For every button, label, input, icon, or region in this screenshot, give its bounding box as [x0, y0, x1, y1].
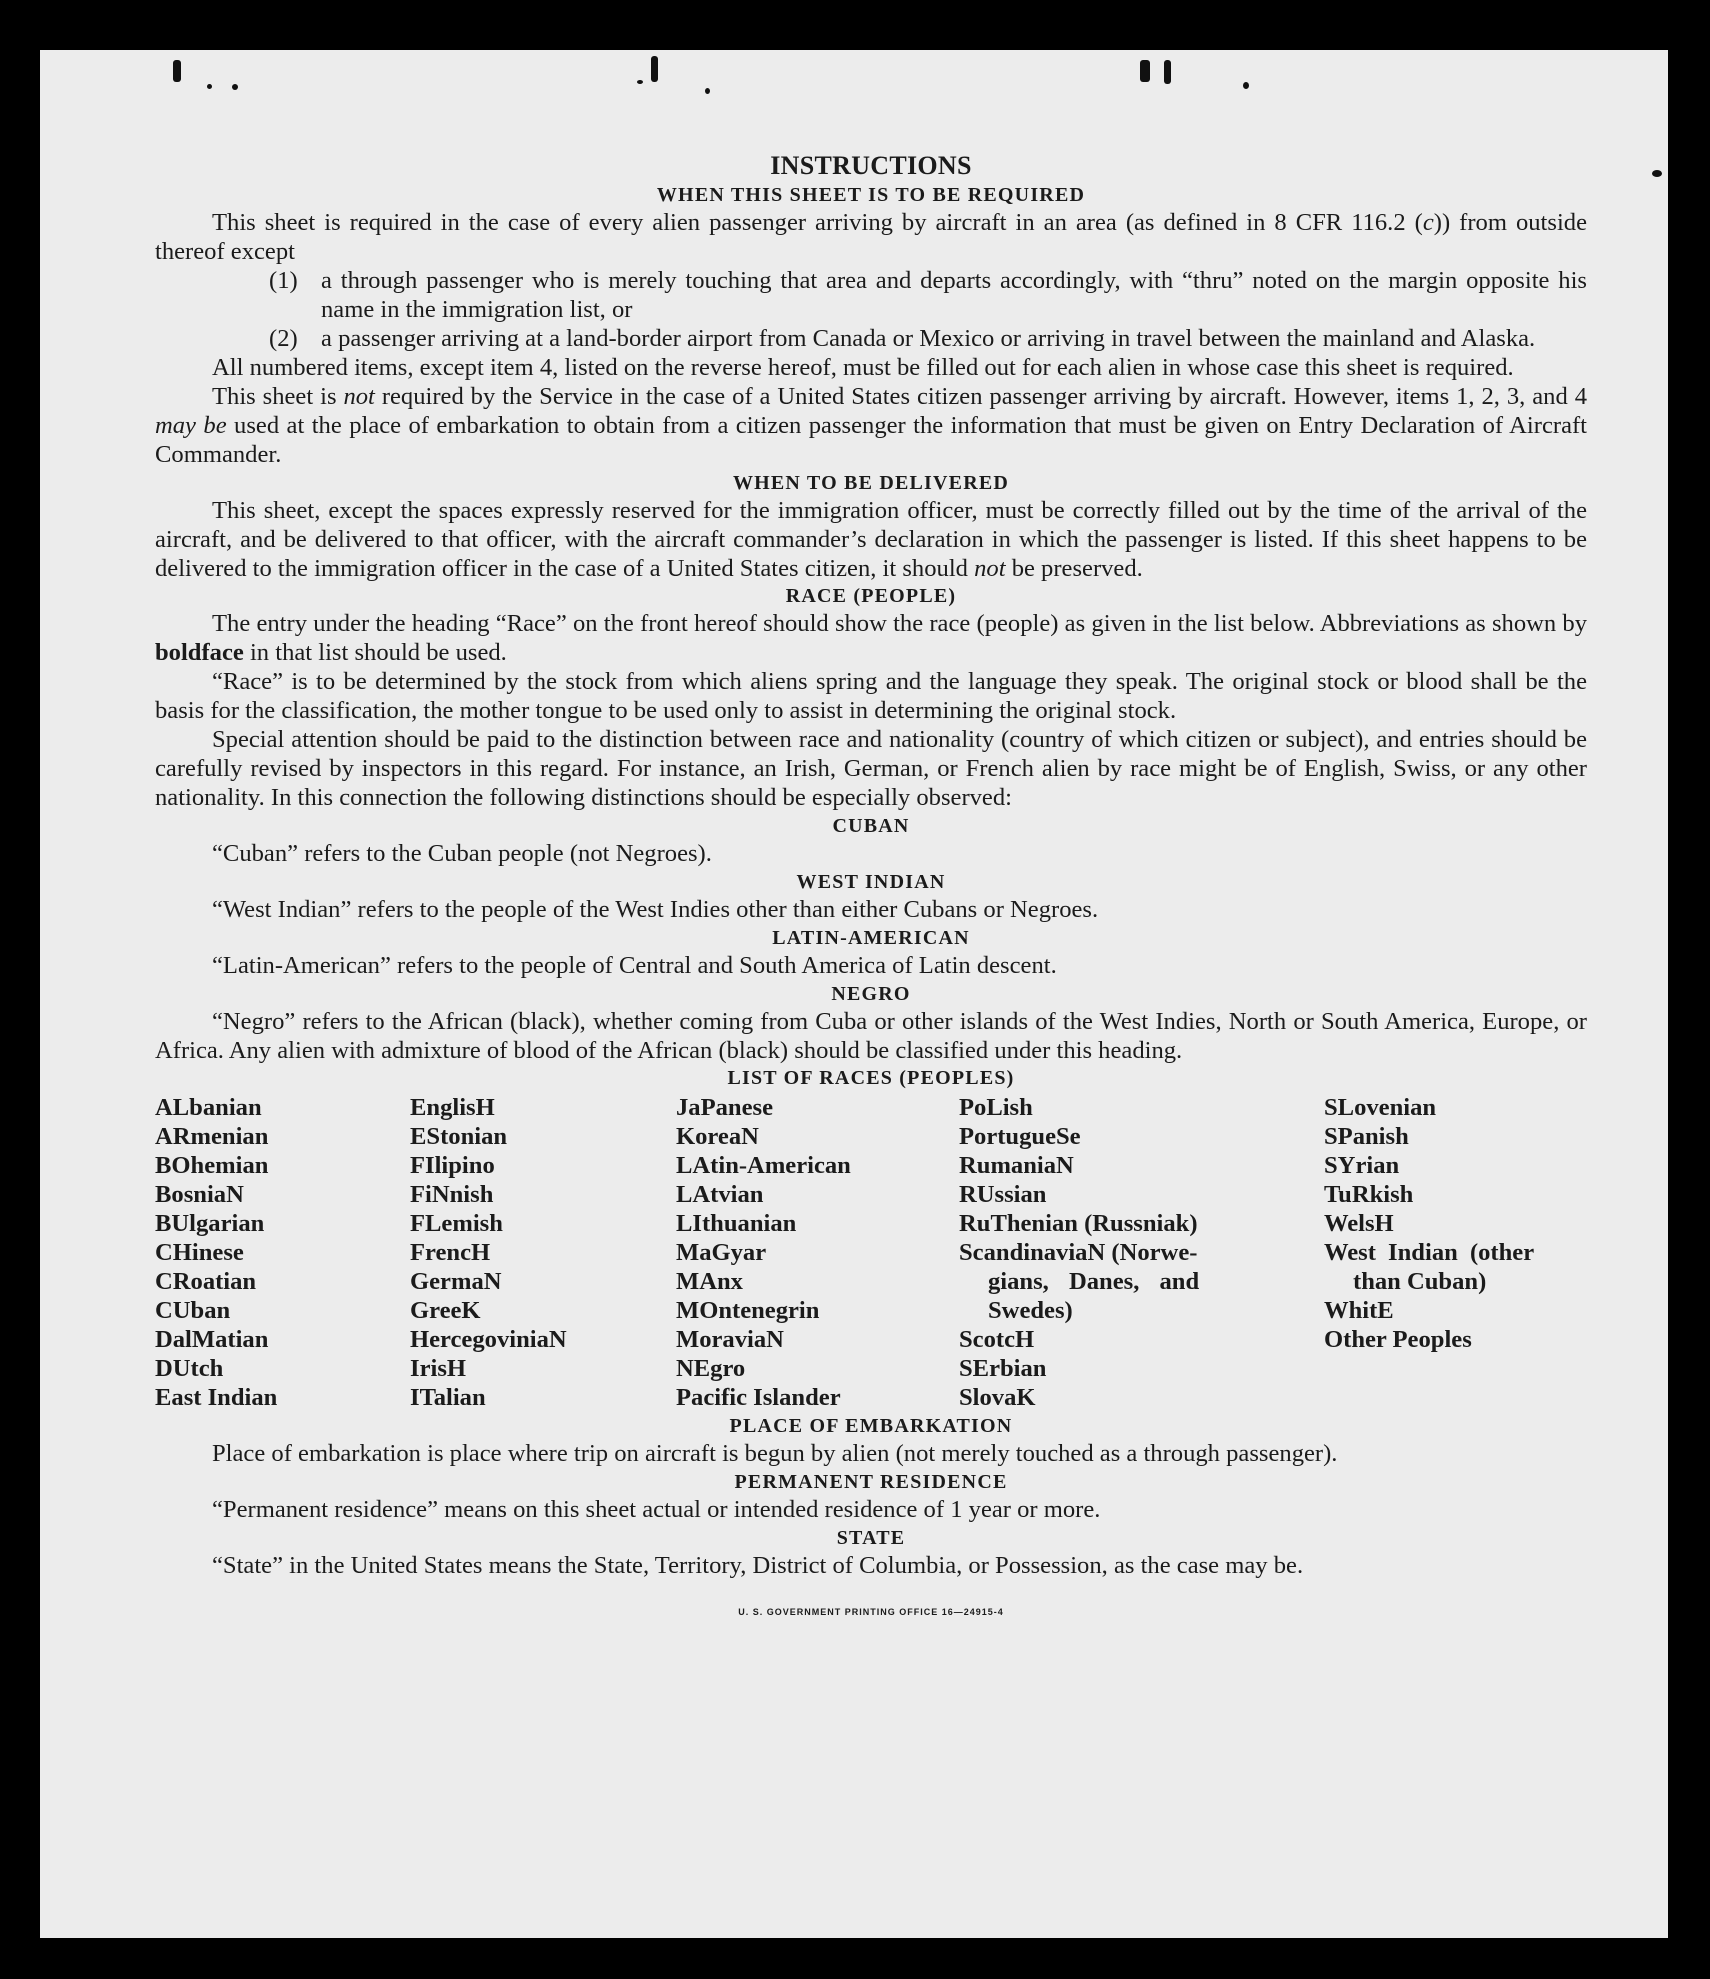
state-paragraph: “State” in the United States means the State, Territory, District of Columbia, or Possession, as the case may be.: [212, 1552, 1304, 1579]
race-entry: ALbanian: [155, 1094, 262, 1121]
race-entry: IrisH: [410, 1355, 467, 1382]
page-title: INSTRUCTIONS: [770, 151, 972, 180]
printer-imprint: U. S. GOVERNMENT PRINTING OFFICE 16—24915-4: [738, 1607, 1004, 1617]
race-entry-line: West Indian (other: [1324, 1239, 1535, 1266]
race-entry: RumaniaN: [959, 1152, 1074, 1179]
races-column-5: [1324, 1093, 1587, 1412]
section-heading-delivered: WHEN TO BE DELIVERED: [732, 472, 1010, 494]
section-heading-list-of-races: LIST OF RACES (PEOPLES): [727, 1067, 1015, 1089]
race-entry: BosniaN: [155, 1181, 244, 1208]
race-entry: GreeK: [410, 1297, 481, 1324]
race-entry: ARmenian: [155, 1123, 269, 1150]
race-paragraph-3: Special attention should be paid to the distinction between race and nationality (country of which citizen or subject), and entries should be carefully revised by inspectors in this regard. For instance, an Irish, German, or French alien by race might be of English, Swiss, or any other nationality. In this connection the following distinctions should be especially observed:: [155, 726, 1587, 811]
document-page: [40, 50, 1668, 1938]
citizen-paragraph: This sheet is not required by the Service in the case of a United States citizen passenger arriving by aircraft. However, items 1, 2, 3, and 4 may be used at the place of embarkation to obtain from a citizen passenger the information that must be given on Entry Declaration of Aircraft Commander.: [155, 383, 1588, 468]
race-entry: MoraviaN: [676, 1326, 784, 1353]
race-entry: DUtch: [155, 1355, 224, 1382]
race-entry: EStonian: [410, 1123, 508, 1150]
races-column-3: [676, 1093, 959, 1412]
race-entry: SlovaK: [959, 1384, 1036, 1411]
races-column-1: [155, 1093, 410, 1412]
instructions-content: [155, 146, 1587, 1627]
race-entry-line: ScandinaviaN (Norwe-: [959, 1239, 1198, 1266]
ink-speck: [637, 80, 643, 84]
race-entry: DalMatian: [155, 1326, 269, 1353]
race-entry: KoreaN: [676, 1123, 759, 1150]
race-entry: JaPanese: [676, 1094, 773, 1121]
race-paragraph-1: The entry under the heading “Race” on the front hereof should show the race (people) as given in the list below. Abbreviations as shown by boldface in that list should be used.: [155, 610, 1587, 666]
section-heading-required: WHEN THIS SHEET IS TO BE REQUIRED: [656, 184, 1086, 206]
item-number: (2): [269, 325, 298, 352]
section-heading-cuban: CUBAN: [832, 815, 910, 837]
race-entry: LAtin-American: [676, 1152, 851, 1179]
race-entry: FLemish: [410, 1210, 503, 1237]
section-heading-embarkation: PLACE OF EMBARKATION: [729, 1415, 1013, 1437]
residence-paragraph: “Permanent residence” means on this sheet actual or intended residence of 1 year or more.: [212, 1496, 1101, 1523]
races-column-4: [959, 1093, 1324, 1412]
race-entry: PoLish: [959, 1094, 1033, 1121]
ink-speck: [1164, 60, 1171, 84]
section-heading-west-indian: WEST INDIAN: [796, 871, 946, 893]
race-entry: BOhemian: [155, 1152, 269, 1179]
west-indian-paragraph: “West Indian” refers to the people of the West Indies other than either Cubans or Negroes.: [212, 896, 1099, 923]
ink-speck: [173, 60, 181, 82]
ink-speck: [1652, 170, 1662, 177]
race-entry-line: gians, Danes, and: [988, 1268, 1200, 1295]
race-entry: EnglisH: [410, 1094, 495, 1121]
latin-american-paragraph: “Latin-American” refers to the people of Central and South America of Latin descent.: [212, 952, 1057, 979]
race-entry: SPanish: [1324, 1123, 1409, 1150]
race-entry: WelsH: [1324, 1210, 1394, 1237]
section-heading-residence: PERMANENT RESIDENCE: [734, 1471, 1008, 1493]
race-entry: SYrian: [1324, 1152, 1400, 1179]
race-entry-line: than Cuban): [1353, 1268, 1487, 1295]
race-entry: East Indian: [155, 1384, 278, 1411]
section-heading-negro: NEGRO: [831, 983, 911, 1005]
races-column-2: [410, 1093, 676, 1412]
ink-speck: [232, 84, 238, 90]
race-entry: MaGyar: [676, 1239, 767, 1266]
ink-speck: [1243, 82, 1249, 89]
race-entry-line: Swedes): [988, 1297, 1073, 1324]
race-entry: RuThenian (Russniak): [959, 1210, 1198, 1237]
section-heading-race: RACE (PEOPLE): [785, 585, 957, 607]
race-entry: ITalian: [410, 1384, 486, 1411]
ink-speck: [207, 84, 212, 89]
race-entry: CHinese: [155, 1239, 244, 1266]
race-entry: MOntenegrin: [676, 1297, 820, 1324]
race-entry: SLovenian: [1324, 1094, 1437, 1121]
numbered-items-paragraph: All numbered items, except item 4, listed on the reverse hereof, must be filled out for each alien in whose case this sheet is required.: [212, 354, 1514, 381]
race-entry: LAtvian: [676, 1181, 764, 1208]
race-entry: FrencH: [410, 1239, 491, 1266]
exception-item: [269, 266, 1587, 324]
race-entry: SErbian: [959, 1355, 1047, 1382]
race-entry: ScotcH: [959, 1326, 1035, 1353]
item-number: (1): [269, 267, 298, 294]
item-text: a passenger arriving at a land-border airport from Canada or Mexico or arriving in travel between the mainland and Alaska.: [321, 325, 1536, 352]
ink-speck: [1140, 60, 1150, 82]
race-entry: HercegoviniaN: [410, 1326, 567, 1353]
race-entry: FiNnish: [410, 1181, 494, 1208]
race-entry: MAnx: [676, 1268, 743, 1295]
race-entry: Pacific Islander: [676, 1384, 841, 1411]
required-intro: This sheet is required in the case of every alien passenger arriving by aircraft in an area (as defined in 8 CFR 116.2 (c)) from outside thereof except: [155, 209, 1587, 265]
embarkation-paragraph: Place of embarkation is place where trip on aircraft is begun by alien (not merely touched as a through passenger).: [212, 1440, 1338, 1467]
race-entry: WhitE: [1324, 1297, 1394, 1324]
negro-paragraph: “Negro” refers to the African (black), whether coming from Cuba or other islands of the West Indies, North or South America, Europe, or Africa. Any alien with admixture of blood of the African (black) should be classified under this heading.: [155, 1008, 1587, 1064]
race-entry: TuRkish: [1324, 1181, 1414, 1208]
ink-speck: [705, 88, 710, 94]
ink-speck: [651, 56, 658, 82]
race-entry: RUssian: [959, 1181, 1047, 1208]
race-paragraph-2: “Race” is to be determined by the stock from which aliens spring and the language they speak. The original stock or blood shall be the basis for the classification, the mother tongue to be used only to assist in determining the original stock.: [155, 668, 1587, 724]
race-entry: CUban: [155, 1297, 231, 1324]
race-entry: FIlipino: [410, 1152, 495, 1179]
race-entry: Other Peoples: [1324, 1326, 1472, 1353]
race-entry: BUlgarian: [155, 1210, 265, 1237]
race-entry: LIthuanian: [676, 1210, 797, 1237]
race-entry: NEgro: [676, 1355, 746, 1382]
race-entry: PortugueSe: [959, 1123, 1081, 1150]
race-entry: CRoatian: [155, 1268, 257, 1295]
section-heading-latin-american: LATIN-AMERICAN: [772, 927, 970, 949]
races-list: [155, 1093, 1587, 1412]
delivered-paragraph: This sheet, except the spaces expressly reserved for the immigration officer, must be correctly filled out by the time of the arrival of the aircraft, and be delivered to that officer, with the aircraft commander’s declaration in which the passenger is listed. If this sheet happens to be delivered to the immigration officer in the case of a United States citizen, it should not be preserved.: [155, 497, 1587, 582]
section-heading-state: STATE: [836, 1527, 906, 1549]
cuban-paragraph: “Cuban” refers to the Cuban people (not Negroes).: [212, 840, 712, 867]
exception-item: [269, 324, 1587, 353]
race-entry: GermaN: [410, 1268, 502, 1295]
item-text: a through passenger who is merely touching that area and departs accordingly, with “thru” noted on the margin opposite his name in the immigration list, or: [321, 267, 1587, 323]
